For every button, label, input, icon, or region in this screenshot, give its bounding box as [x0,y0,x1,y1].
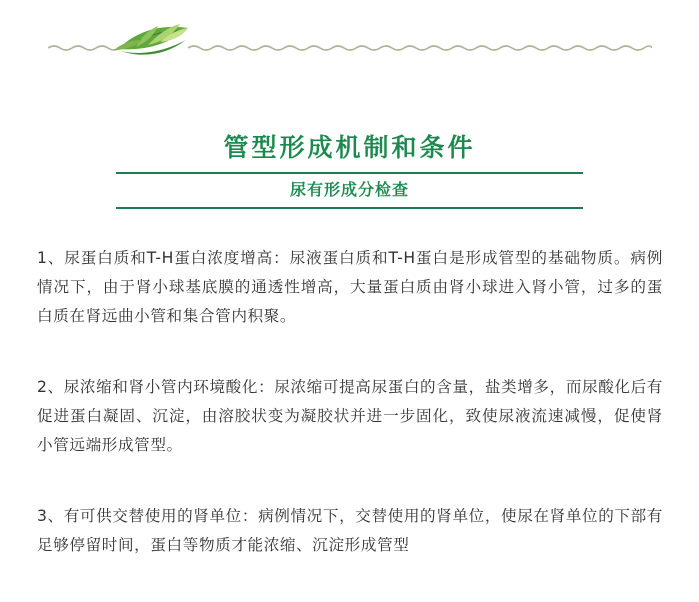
section-subtitle: 尿有形成分检查 [289,180,409,199]
leaf-branch-icon [48,18,652,62]
paragraph-3: 3、有可供交替使用的肾单位：病例情况下，交替使用的肾单位，使尿在肾单位的下部有足够停留时间，蛋白等物质才能浓缩、沉淀形成管型 [37,507,663,554]
paragraph-2: 2、尿浓缩和肾小管内环境酸化：尿浓缩可提高尿蛋白的含量，盐类增多，而尿酸化后有促进蛋白凝固、沉淀，由溶胶状变为凝胶状并进一步固化，致使尿液流速减慢，促使肾小管远端形成管型。 [37,378,663,454]
title-divider-bottom [116,207,583,209]
title-divider-top [116,172,583,174]
article-body [37,244,663,602]
page-title: 管型形成机制和条件 [223,133,476,162]
paragraph-1: 1、尿蛋白质和T-H蛋白浓度增高：尿液蛋白质和T-H蛋白是形成管型的基础物质。病例情况下，由于肾小球基底膜的通透性增高，大量蛋白质由肾小球进入肾小管，过多的蛋白质在肾远曲小管和集合管内积聚。 [37,249,663,325]
